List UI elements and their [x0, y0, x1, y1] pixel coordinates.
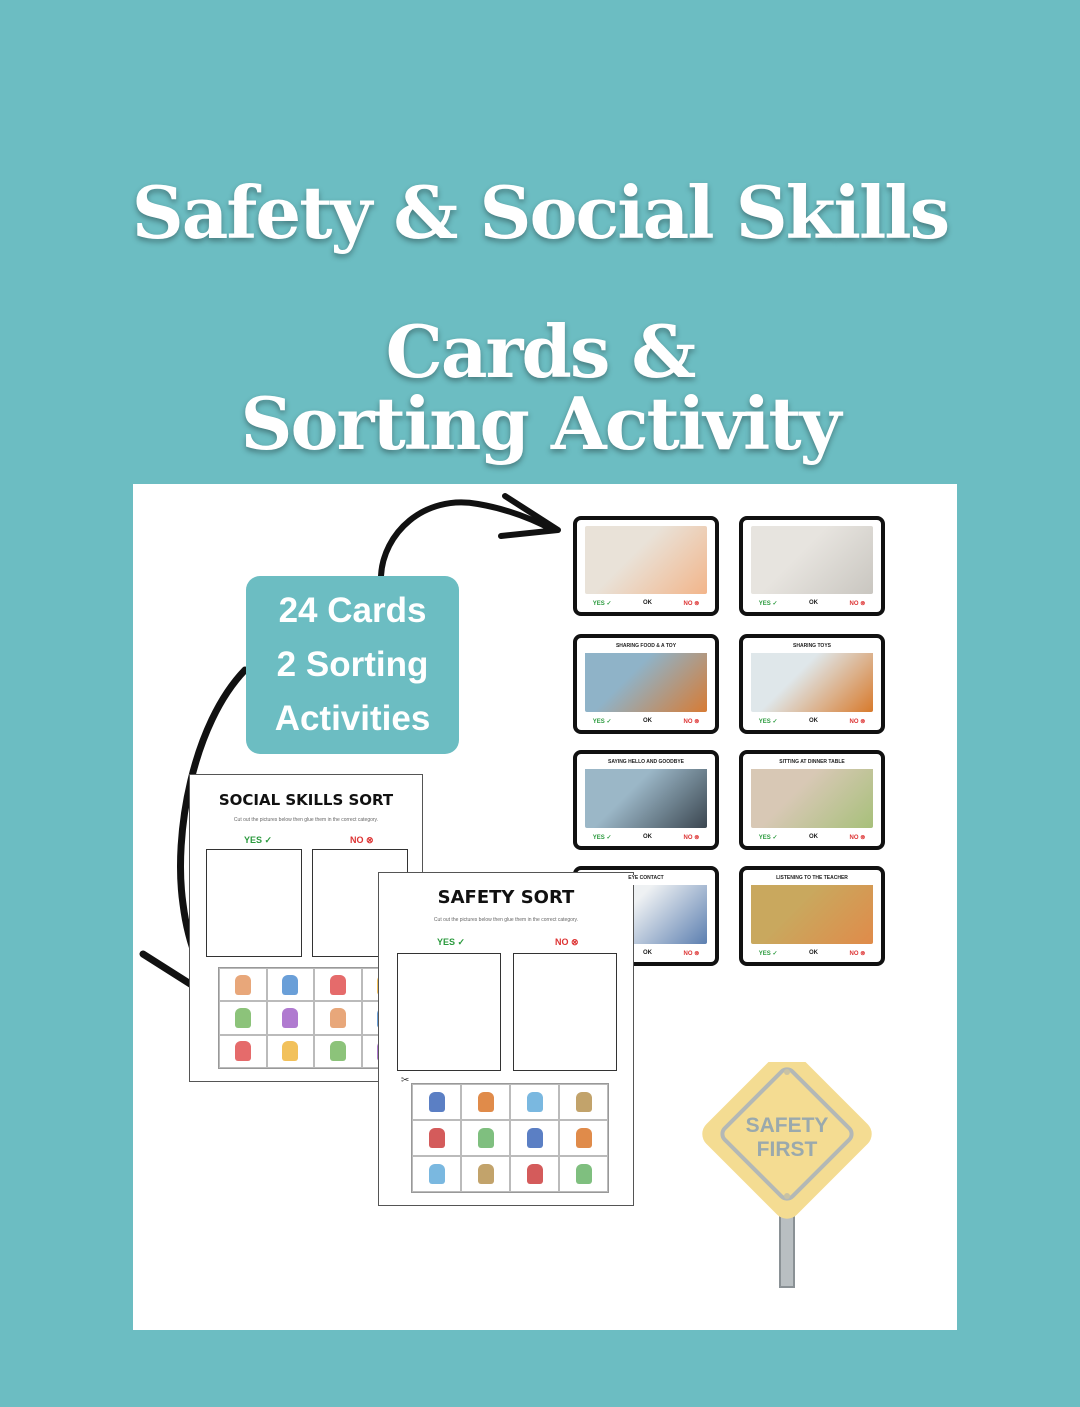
card-caption: SHARING FOOD & A TOY — [583, 643, 709, 653]
card-photo — [751, 526, 873, 594]
picture-cell — [510, 1084, 559, 1120]
card-ok-label: OK — [809, 718, 818, 724]
card-footer — [577, 597, 715, 609]
safety-sign-icon — [693, 1062, 883, 1292]
card-ok-label: OK — [809, 834, 818, 840]
picture-cell — [559, 1120, 608, 1156]
card-5 — [573, 750, 719, 850]
card-caption: SHARING TOYS — [749, 643, 875, 653]
person-icon — [478, 1092, 494, 1112]
safety-no-label: NO ⊗ — [555, 937, 579, 947]
sign-line-1: SAFETY — [745, 1114, 829, 1137]
person-icon — [576, 1092, 592, 1112]
person-icon — [330, 1008, 346, 1028]
safety-yes-label: YES ✓ — [437, 937, 466, 947]
card-no-label: NO ⊗ — [849, 950, 866, 957]
card-yes-label: YES ✓ — [592, 600, 612, 607]
person-icon — [330, 1041, 346, 1061]
person-icon — [282, 975, 298, 995]
social-yes-box — [206, 849, 302, 957]
card-caption: SAYING HELLO AND GOODBYE — [583, 759, 709, 769]
picture-cell — [314, 1035, 362, 1068]
picture-cell — [412, 1156, 461, 1192]
card-footer — [743, 597, 881, 609]
person-icon — [330, 975, 346, 995]
social-no-label: NO ⊗ — [350, 835, 374, 845]
card-ok-label: OK — [809, 600, 818, 606]
card-ok-label: OK — [643, 834, 652, 840]
card-yes-label: YES ✓ — [592, 718, 612, 725]
safety-no-box — [513, 953, 617, 1071]
picture-cell — [412, 1084, 461, 1120]
picture-cell — [219, 1001, 267, 1034]
title-line-2: Cards & — [385, 309, 695, 394]
card-8 — [739, 866, 885, 966]
badge-line-2: 2 Sorting — [276, 645, 429, 684]
card-no-label: NO ⊗ — [849, 600, 866, 607]
card-photo — [585, 644, 707, 712]
card-footer — [743, 831, 881, 843]
card-footer — [577, 831, 715, 843]
social-yes-label: YES ✓ — [244, 835, 273, 845]
card-footer — [743, 947, 881, 959]
person-icon — [235, 1008, 251, 1028]
card-yes-label: YES ✓ — [758, 718, 778, 725]
picture-cell — [412, 1120, 461, 1156]
safety-instruction: Cut out the pictures below then glue them in the correct category. — [433, 917, 579, 923]
person-icon — [527, 1128, 543, 1148]
picture-cell — [559, 1084, 608, 1120]
person-icon — [576, 1164, 592, 1184]
card-no-label: NO ⊗ — [683, 600, 700, 607]
card-photo — [585, 526, 707, 594]
safety-picture-grid — [411, 1083, 609, 1193]
card-ok-label: OK — [809, 950, 818, 956]
card-yes-label: YES ✓ — [758, 834, 778, 841]
title-line-3: Sorting Activity — [240, 381, 840, 466]
card-ok-label: OK — [643, 950, 652, 956]
card-4 — [739, 634, 885, 734]
person-icon — [478, 1164, 494, 1184]
person-icon — [282, 1008, 298, 1028]
picture-cell — [559, 1156, 608, 1192]
card-photo — [751, 760, 873, 828]
preview-panel — [133, 484, 957, 1330]
card-no-label: NO ⊗ — [683, 950, 700, 957]
safety-sheet-title: SAFETY SORT — [437, 887, 575, 908]
card-no-label: NO ⊗ — [683, 834, 700, 841]
person-icon — [429, 1128, 445, 1148]
picture-cell — [267, 1035, 315, 1068]
picture-cell — [314, 1001, 362, 1034]
picture-cell — [510, 1120, 559, 1156]
scissors-icon: ✂ — [401, 1075, 410, 1086]
person-icon — [527, 1164, 543, 1184]
card-1 — [573, 516, 719, 616]
picture-cell — [510, 1156, 559, 1192]
title-line-1: Safety & Social Skills — [131, 170, 949, 255]
social-skills-sheet-title: SOCIAL SKILLS SORT — [218, 791, 394, 809]
card-no-label: NO ⊗ — [849, 718, 866, 725]
person-icon — [576, 1128, 592, 1148]
person-icon — [478, 1128, 494, 1148]
card-ok-label: OK — [643, 600, 652, 606]
card-photo — [751, 876, 873, 944]
card-caption: SITTING AT DINNER TABLE — [749, 759, 875, 769]
picture-cell — [219, 1035, 267, 1068]
safety-yes-box — [397, 953, 501, 1071]
social-skills-instruction: Cut out the pictures below then glue them in the correct category. — [233, 817, 379, 823]
feature-badge — [246, 576, 459, 754]
card-ok-label: OK — [643, 718, 652, 724]
card-yes-label: YES ✓ — [592, 834, 612, 841]
person-icon — [235, 1041, 251, 1061]
card-footer — [577, 715, 715, 727]
safety-sheet — [378, 872, 634, 1206]
person-icon — [282, 1041, 298, 1061]
person-icon — [429, 1092, 445, 1112]
picture-cell — [461, 1156, 510, 1192]
card-photo — [585, 760, 707, 828]
person-icon — [527, 1092, 543, 1112]
picture-cell — [267, 968, 315, 1001]
safety-first-sign — [693, 1062, 883, 1296]
card-caption: EYE CONTACT — [583, 875, 709, 885]
card-photo — [751, 644, 873, 712]
person-icon — [235, 975, 251, 995]
card-caption: LISTENING TO THE TEACHER — [749, 875, 875, 885]
card-footer — [743, 715, 881, 727]
picture-cell — [461, 1084, 510, 1120]
card-6 — [739, 750, 885, 850]
card-3 — [573, 634, 719, 734]
person-icon — [429, 1164, 445, 1184]
card-2 — [739, 516, 885, 616]
card-no-label: NO ⊗ — [683, 718, 700, 725]
picture-cell — [461, 1120, 510, 1156]
sign-line-2: FIRST — [756, 1138, 818, 1161]
card-yes-label: YES ✓ — [758, 950, 778, 957]
picture-cell — [219, 968, 267, 1001]
picture-cell — [267, 1001, 315, 1034]
card-yes-label: YES ✓ — [758, 600, 778, 607]
card-no-label: NO ⊗ — [849, 834, 866, 841]
badge-line-1: 24 Cards — [278, 591, 427, 630]
badge-line-3: Activities — [274, 699, 431, 738]
picture-cell — [314, 968, 362, 1001]
